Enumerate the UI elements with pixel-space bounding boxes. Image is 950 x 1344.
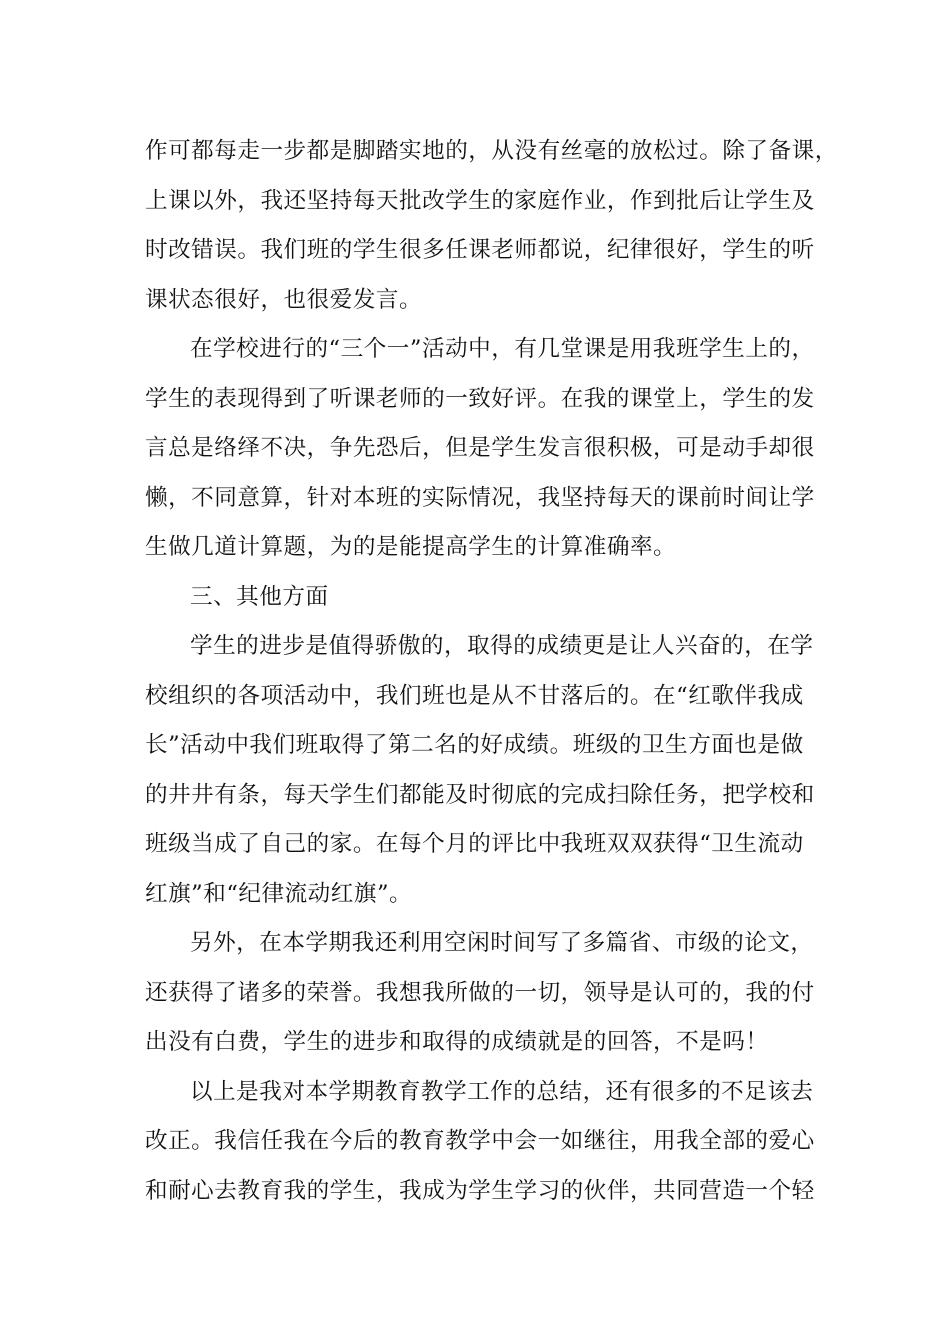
text-line: 作可都每走一步都是脚踏实地的，从没有丝毫的放松过。除了备课， — [145, 138, 838, 164]
paragraph — [145, 127, 838, 325]
text-line: 三、其他方面 — [190, 583, 329, 610]
text-line: 校组织的各项活动中，我们班也是从不甘落后的。在“红歌伴我成 — [145, 682, 804, 709]
text-line: 言总是络绎不决，争先恐后，但是学生发言很积极，可是动手却很 — [145, 435, 815, 461]
text-line: 懒，不同意算，针对本班的实际情况，我坚持每天的课前时间让学 — [145, 484, 815, 511]
paragraph — [145, 919, 815, 1068]
text-line: 改正。我信任我在今后的教育教学中会一如继往，用我全部的爱心 — [145, 1128, 815, 1154]
text-line: 课状态很好，也很爱发言。 — [145, 286, 423, 313]
text-line: 长”活动中我们班取得了第二名的好成绩。班级的卫生方面也是做 — [145, 732, 804, 758]
text-line: 还获得了诸多的荣誉。我想我所做的一切，领导是认可的，我的付 — [145, 979, 815, 1006]
paragraph — [145, 1068, 815, 1217]
paragraph — [145, 622, 815, 919]
text-line: 的井井有条，每天学生们都能及时彻底的完成扫除任务，把学校和 — [145, 781, 815, 808]
text-line: 生做几道计算题，为的是能提高学生的计算准确率。 — [145, 534, 677, 560]
text-line: 时改错误。我们班的学生很多任课老师都说，纪律很好，学生的听 — [145, 237, 815, 263]
paragraph — [145, 325, 815, 573]
text-line: 学生的表现得到了听课老师的一致好评。在我的课堂上，学生的发 — [145, 385, 815, 412]
text-line: 另外，在本学期我还利用空闲时间写了多篇省、市级的论文， — [190, 930, 814, 956]
text-line: 班级当成了自己的家。在每个月的评比中我班双双获得“卫生流动 — [145, 831, 804, 857]
section-heading — [145, 573, 810, 623]
text-line: 在学校进行的“三个一”活动中，有几堂课是用我班学生上的， — [190, 336, 815, 362]
body-text — [145, 127, 838, 1216]
text-line: 学生的进步是值得骄傲的，取得的成绩更是让人兴奋的，在学 — [190, 633, 814, 659]
text-line: 红旗”和“纪律流动红旗”。 — [145, 880, 413, 907]
text-line: 上课以外，我还坚持每天批改学生的家庭作业，作到批后让学生及 — [145, 187, 815, 214]
text-line: 出没有白费，学生的进步和取得的成绩就是的回答，不是吗！ — [145, 1029, 769, 1055]
text-line: 和耐心去教育我的学生，我成为学生学习的伙伴，共同营造一个轻 — [145, 1177, 815, 1204]
text-line: 以上是我对本学期教育教学工作的总结，还有很多的不足该去 — [190, 1078, 814, 1105]
